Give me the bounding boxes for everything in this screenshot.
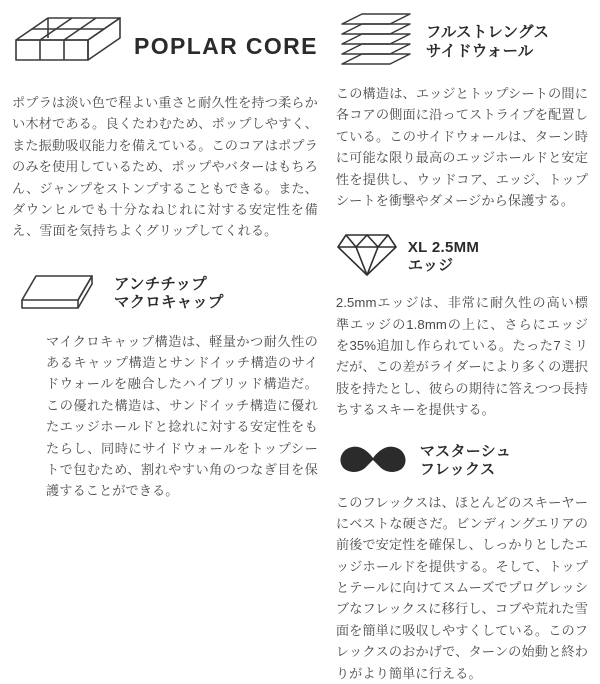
- left-column: [12, 10, 332, 600]
- mustache-icon: [336, 439, 410, 484]
- sidewall-title-line2: サイドウォール: [425, 42, 534, 60]
- sidewall-title: [426, 24, 549, 61]
- macro-cap-title-line2: マクロキャップ: [114, 294, 224, 312]
- xl-edge-title-line2: エッジ: [407, 256, 454, 274]
- section-poplar-core: [12, 10, 318, 242]
- mustache-heading: [336, 439, 588, 484]
- sidewall-body: この構造は、エッジとトップシートの間に各コアの側面に沿ってストライプを配置している。このサイドウォールは、ターン時に可能な限り最高のエッジホールドと安定性を提供し、ウッドコア、エッジ、トップシートを衝撃やダメージから保護する。: [335, 86, 588, 208]
- section-xl-edge: [336, 229, 588, 420]
- poplar-core-heading: [12, 10, 318, 83]
- mustache-title-line1: マスターシュ: [419, 443, 512, 461]
- macro-cap-heading: [12, 266, 318, 323]
- poplar-core-block-icon: [12, 10, 124, 83]
- xl-edge-body: 2.5mmエッジは、非常に耐久性の高い標準エッジの1.8mmの上に、さらにエッジを35%追加し作られている。たった7ミリだが、この差がライダーにより多くの選択肢を持たとし、彼らの期待に答えつつ長持ちするスキーを提供する。: [335, 295, 588, 418]
- xl-edge-title: [408, 239, 479, 274]
- spacer: [12, 248, 318, 266]
- sidewall-stack-icon: [336, 10, 416, 75]
- spacer: [336, 427, 588, 439]
- right-column: [332, 10, 588, 681]
- macro-cap-title: [114, 276, 224, 313]
- section-mustache-flex: [336, 439, 588, 684]
- spacer: [336, 217, 588, 229]
- macro-cap-icon: [12, 266, 104, 323]
- section-full-strength-sidewall: [336, 10, 588, 211]
- macro-cap-body: マイクロキャップ構造は、軽量かつ耐久性のあるキャップ構造とサンドイッチ構造のサイドウォールを融合したハイブリッド構造だ。この優れた構造は、サンドイッチ構造に優れたエッジホールドと捻れに対する安定性をもたらし、同時にサイドウォールをトップシートで包むため、割れやすい角のつなぎ目を保護することができる。: [46, 333, 318, 499]
- xl-edge-heading: [336, 229, 588, 284]
- poplar-core-title: POPLAR CORE: [134, 32, 318, 59]
- sidewall-title-line1: フルストレングス: [425, 24, 550, 42]
- xl-edge-title-line1: XL 2.5MM: [407, 239, 480, 257]
- mustache-title-line2: フレックス: [419, 461, 496, 478]
- mustache-body: このフレックスは、ほとんどのスキーヤーにベストな硬さだ。ビンディングエリアの前後で安定性を確保し、しっかりとしたエッジホールドを提供する。そして、トップとテールに向けてスムーズでプログレッシブなフレックスに移行し、コブや荒れた雪面を簡単に吸収しやすくしている。このフレックスのおかげで、ターンの始動と終わりがより簡単に行える。: [335, 494, 588, 681]
- poplar-core-body: ポプラは淡い色で程よい重さと耐久性を持つ柔らかい木材である。良くたわむため、ポップしやすく、また振動吸収能力を備えている。このコアはポプラのみを使用しているため、ポップやバターはもちろん、ジャンプをストンプすることもできる。また、ダウンヒルでも十分なねじれに対する安定性を備え、雪面を気持ちよくグリップしてくれる。: [12, 95, 318, 239]
- mustache-title: [420, 443, 511, 478]
- sidewall-heading: [336, 10, 588, 75]
- macro-cap-title-line1: アンチチップ: [114, 275, 207, 293]
- diamond-icon: [336, 229, 398, 284]
- section-anti-chip-macro-cap: [12, 266, 318, 502]
